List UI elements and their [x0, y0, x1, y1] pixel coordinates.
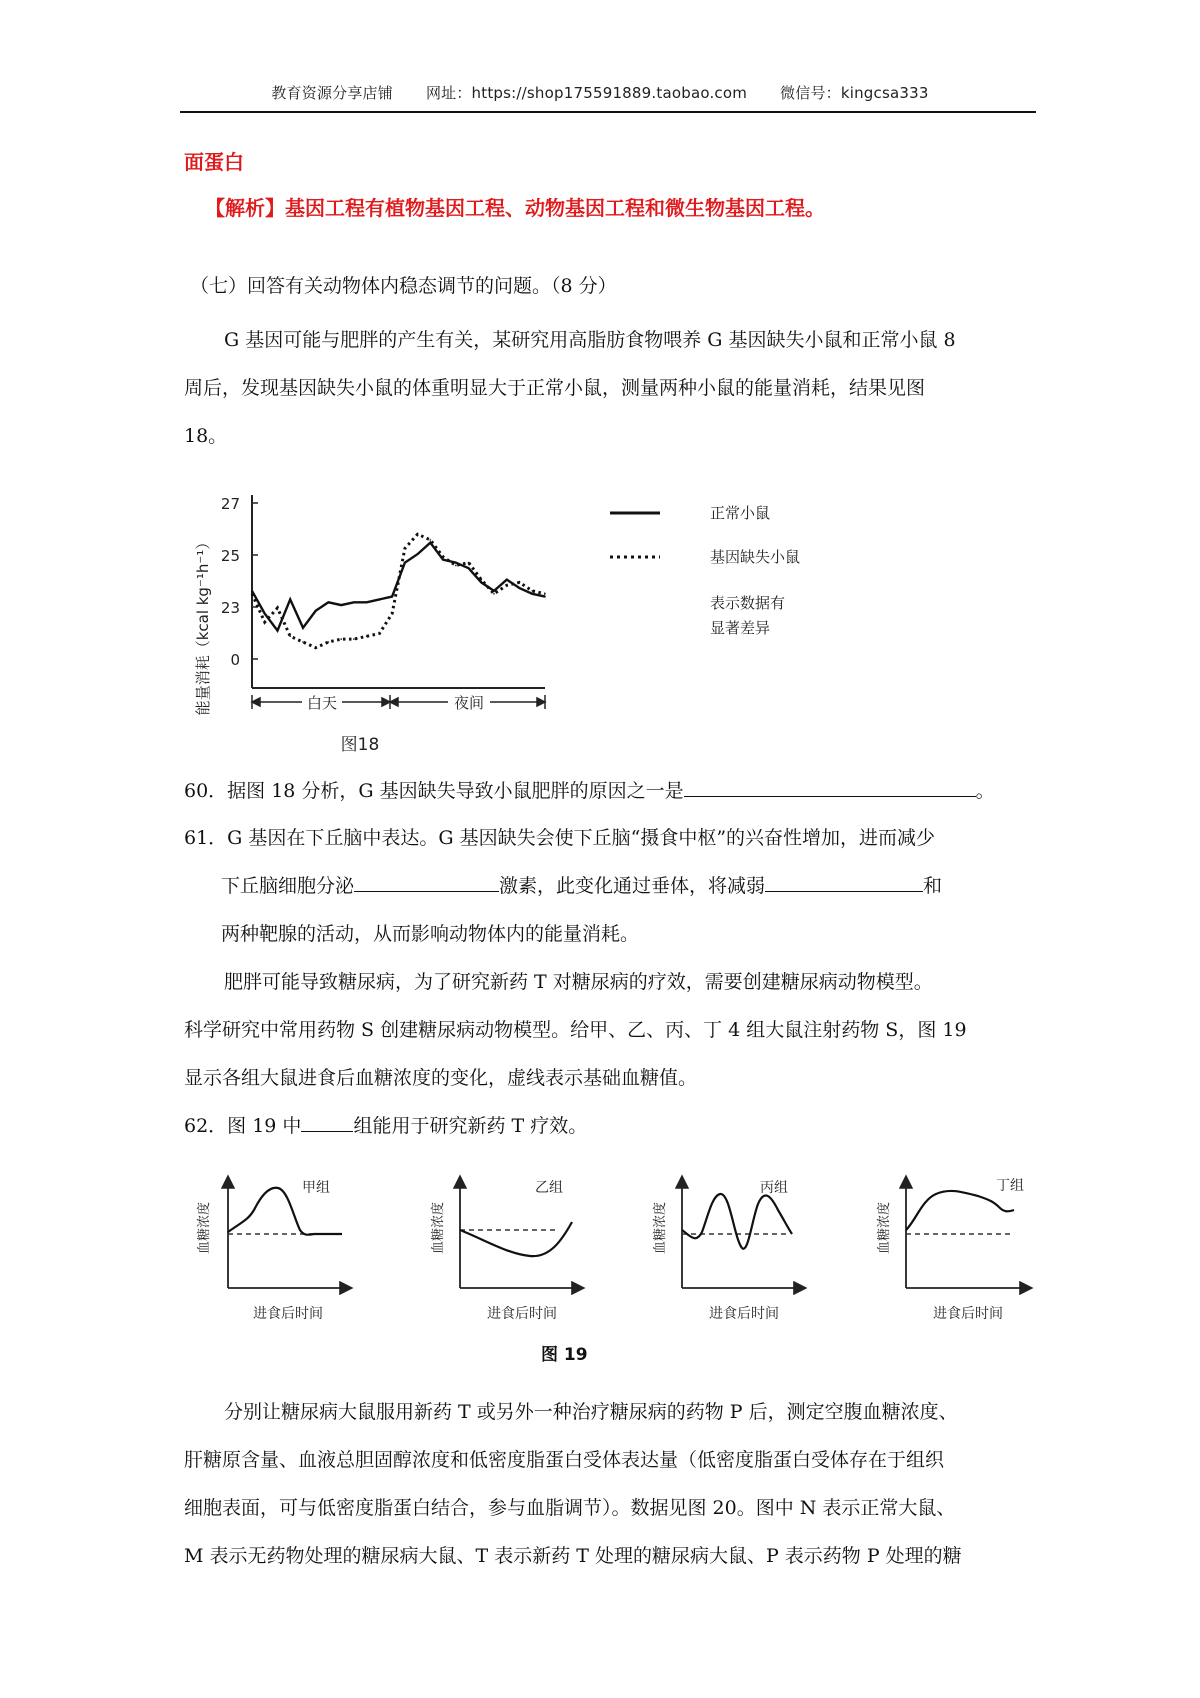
intro-line-3: 18。 [184, 425, 228, 447]
q61-hormone-blank[interactable] [354, 873, 499, 892]
legend-normal-label: 正常小鼠 [710, 504, 771, 522]
question-61-line-2 [221, 863, 942, 909]
q62-tail: 组能用于研究新药 T 疗效。 [353, 1115, 588, 1137]
fig19-jia-label: 甲组 [302, 1180, 330, 1196]
page-header [0, 82, 1200, 103]
fig18-ytick-27: 27 [220, 495, 240, 513]
q62-text: 62．图 19 中 [184, 1115, 302, 1137]
header-rule [180, 111, 1036, 113]
fig18-point-knockout-16 [455, 565, 457, 567]
fig18-point-normal-23 [544, 596, 546, 598]
fig18-xlabel-night: 夜间 [453, 694, 485, 712]
fig18-point-normal-12 [404, 562, 406, 564]
fig18-point-normal-11 [391, 596, 393, 598]
header-site: 网址：https://shop175591889.taobao.com [425, 84, 748, 102]
fig18-point-knockout-0 [251, 593, 253, 595]
fig19-bing-xlabel: 进食后时间 [709, 1306, 779, 1322]
fig18-point-normal-20 [506, 579, 508, 581]
legend-sig-line-1: 表示数据有 [710, 594, 786, 612]
fig18-point-knockout-10 [379, 633, 381, 635]
fig19-panel-ding [876, 1178, 1030, 1322]
fig18-point-knockout-18 [481, 579, 483, 581]
para2-line-2: 科学研究中常用药物 S 创建糖尿病动物模型。给甲、乙、丙、丁 4 组大鼠注射药物 S，图 19 [184, 1019, 967, 1041]
fig18-point-normal-5 [315, 610, 317, 612]
fig18-point-normal-22 [532, 593, 534, 595]
fig19-yi-xlabel: 进食后时间 [487, 1306, 557, 1322]
fig18-point-knockout-5 [315, 647, 317, 649]
fig18-point-knockout-3 [289, 636, 291, 638]
fig18-point-knockout-12 [404, 548, 406, 550]
fig18-point-knockout-8 [353, 638, 355, 640]
fig18-point-knockout-22 [532, 590, 534, 592]
fig18-point-normal-4 [302, 627, 304, 629]
fig18-point-knockout-17 [468, 562, 470, 564]
fig18-point-normal-9 [366, 602, 368, 604]
fig18-point-knockout-7 [340, 638, 342, 640]
legend-knockout-label: 基因缺失小鼠 [710, 548, 801, 566]
fig18-point-normal-7 [340, 604, 342, 606]
header-wechat: 微信号：kingcsa333 [780, 84, 929, 102]
fig18-time-axis [252, 695, 545, 709]
para2-line-1: 肥胖可能导致糖尿病，为了研究新药 T 对糖尿病的疗效，需要创建糖尿病动物模型。 [224, 971, 933, 993]
question-61-line-1: 61．G 基因在下丘脑中表达。G 基因缺失会使下丘脑“摄食中枢”的兴奋性增加，进而减少 [184, 827, 936, 849]
q60-text: 60．据图 18 分析，G 基因缺失导致小鼠肥胖的原因之一是 [184, 780, 684, 802]
para3-line-3: 细胞表面，可与低密度脂蛋白结合，参与血脂调节）。数据见图 20。图中 N 表示正常大鼠、 [184, 1497, 956, 1519]
fig18-point-knockout-21 [519, 582, 521, 584]
fig18-point-normal-6 [328, 602, 330, 604]
fig18-series-normal-line [252, 543, 545, 631]
fig18-point-normal-15 [442, 559, 444, 561]
fig19-ding-label: 丁组 [996, 1178, 1024, 1194]
fig18-point-normal-3 [289, 599, 291, 601]
intro-line-2: 周后，发现基因缺失小鼠的体重明显大于正常小鼠，测量两种小鼠的能量消耗，结果见图 [184, 377, 926, 399]
section-title: （七）回答有关动物体内稳态调节的问题。（8 分） [190, 275, 617, 297]
fig18-point-knockout-23 [544, 593, 546, 595]
figure-18 [190, 465, 801, 760]
fig19-jia-ylabel: 血糖浓度 [197, 1201, 212, 1255]
fig18-ytick-23: 23 [220, 599, 240, 617]
fig18-point-knockout-6 [328, 641, 330, 643]
fig19-jia-xlabel: 进食后时间 [253, 1306, 323, 1322]
fig18-series-group [251, 533, 546, 648]
fig18-ytick-0: 0 [230, 651, 240, 669]
fig19-bing-label: 丙组 [760, 1180, 788, 1196]
fig18-xlabel-day: 白天 [306, 694, 338, 712]
question-62 [184, 1103, 587, 1149]
q61-text-a: 下丘脑细胞分泌 [221, 875, 355, 897]
fig19-bing-curve [682, 1194, 792, 1249]
fig18-point-normal-1 [264, 613, 266, 615]
fig18-point-normal-17 [468, 567, 470, 569]
fig18-point-normal-16 [455, 562, 457, 564]
fig18-series-knockout-line [252, 534, 545, 648]
fig18-point-knockout-19 [493, 593, 495, 595]
fig18-point-normal-10 [379, 599, 381, 601]
fig18-point-knockout-15 [442, 556, 444, 558]
fig19-panel-yi [430, 1178, 582, 1322]
fig18-point-knockout-14 [430, 539, 432, 541]
fig18-point-knockout-20 [506, 585, 508, 587]
fig18-point-knockout-13 [417, 533, 419, 535]
figure-19 [190, 1160, 1100, 1335]
q61-gland-blank[interactable] [765, 873, 923, 892]
fig19-bing-ylabel: 血糖浓度 [653, 1201, 668, 1255]
fig19-ding-xlabel: 进食后时间 [933, 1306, 1003, 1322]
fig19-ding-curve [906, 1191, 1014, 1230]
fig18-point-normal-0 [251, 590, 253, 592]
q60-tail: 。 [975, 780, 995, 802]
fig18-point-knockout-11 [391, 613, 393, 615]
para2-line-3: 显示各组大鼠进食后血糖浓度的变化，虚线表示基础血糖值。 [184, 1067, 698, 1089]
fig19-ding-ylabel: 血糖浓度 [877, 1201, 892, 1255]
para3-line-4: M 表示无药物处理的糖尿病大鼠、T 表示新药 T 处理的糖尿病大鼠、P 表示药物 P 处理的糖 [184, 1545, 962, 1567]
answer-tail: 面蛋白 [184, 150, 244, 174]
fig18-ytick-25: 25 [220, 547, 240, 565]
analysis-text: 【解析】基因工程有植物基因工程、动物基因工程和微生物基因工程。 [205, 196, 825, 220]
intro-line-1: G 基因可能与肥胖的产生有关，某研究用高脂肪食物喂养 G 基因缺失小鼠和正常小鼠 8 [224, 329, 956, 351]
fig19-yi-ylabel: 血糖浓度 [431, 1201, 446, 1255]
fig19-yi-curve [460, 1222, 572, 1256]
fig18-point-normal-8 [353, 602, 355, 604]
fig18-point-knockout-9 [366, 636, 368, 638]
fig18-point-normal-13 [417, 553, 419, 555]
para3-line-1: 分别让糖尿病大鼠服用新药 T 或另外一种治疗糖尿病的药物 P 后，测定空腹血糖浓度、 [224, 1401, 958, 1423]
q61-text-c: 和 [923, 875, 943, 897]
fig19-yi-label: 乙组 [535, 1180, 563, 1196]
fig18-point-normal-21 [519, 587, 521, 589]
question-60 [184, 768, 995, 814]
fig18-point-normal-2 [277, 630, 279, 632]
header-shop: 教育资源分享店铺 [271, 84, 393, 102]
fig19-panel-jia [196, 1178, 350, 1322]
question-61-line-3: 两种靶腺的活动，从而影响动物体内的能量消耗。 [221, 923, 640, 945]
fig18-point-normal-18 [481, 582, 483, 584]
fig18-point-knockout-1 [264, 621, 266, 623]
fig19-panel-bing [652, 1178, 804, 1322]
fig18-point-knockout-4 [302, 641, 304, 643]
fig18-point-knockout-2 [277, 607, 279, 609]
legend-sig-line-2: 显著差异 [710, 619, 771, 637]
q61-text-b: 激素，此变化通过垂体，将减弱 [499, 875, 766, 897]
fig18-caption: 图18 [340, 735, 380, 755]
q60-answer-blank[interactable] [684, 778, 976, 797]
para3-line-2: 肝糖原含量、血液总胆固醇浓度和低密度脂蛋白受体表达量（低密度脂蛋白受体存在于组织 [184, 1449, 945, 1471]
fig18-ylabel: 能量消耗（kcal kg⁻¹h⁻¹） [194, 534, 212, 716]
fig19-caption: 图 19 [541, 1345, 588, 1365]
q62-answer-blank[interactable] [301, 1113, 353, 1132]
